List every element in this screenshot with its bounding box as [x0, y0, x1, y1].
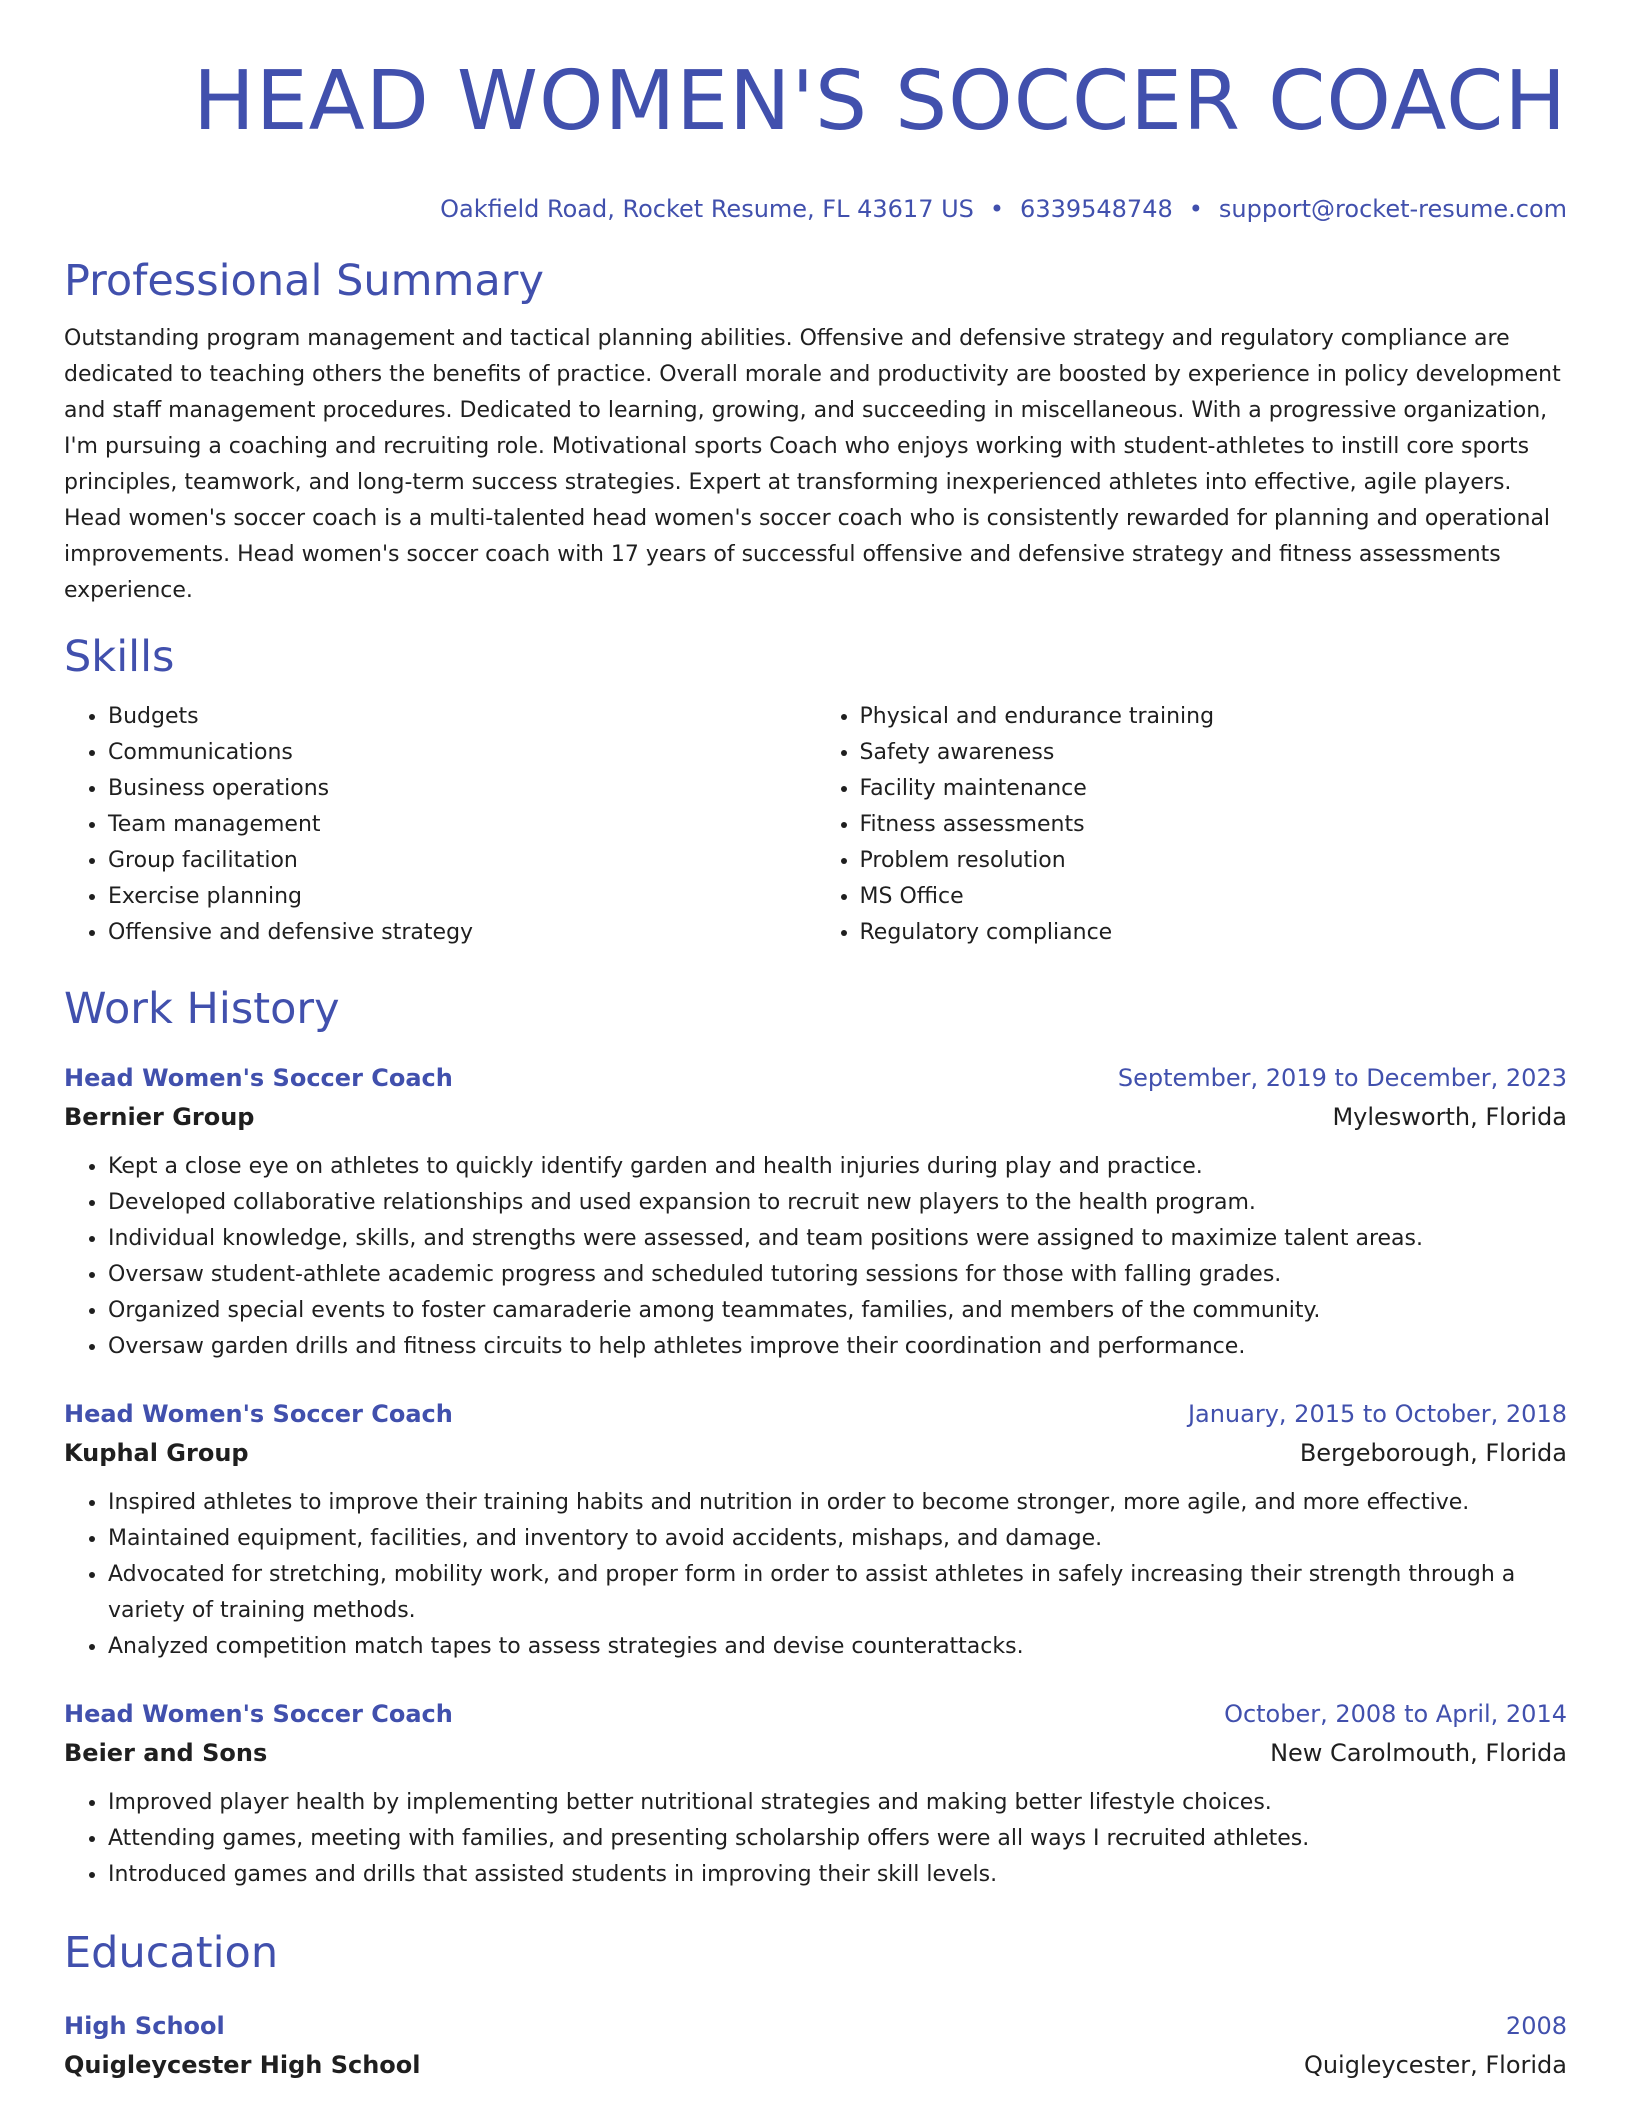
- contact-email: support@rocket-resume.com: [1218, 195, 1567, 223]
- skill-item: • Facility maintenance: [860, 771, 1568, 807]
- job-bullet: • Attending games, meeting with families, and presenting scholarship offers were all ways I recruited athletes.: [108, 1821, 1567, 1857]
- education-entry: [64, 2007, 1567, 2085]
- job-company: Bernier Group: [64, 1103, 255, 1131]
- candidate-title: HEAD WOMEN'S SOCCER COACH: [193, 54, 1567, 149]
- job-location: New Carolmouth, Florida: [1270, 1739, 1567, 1767]
- job-bullet: • Developed collaborative relationships and used expansion to recruit new players to the health program.: [108, 1185, 1567, 1221]
- skill-item: • Fitness assessments: [860, 807, 1568, 843]
- section-title-skills: Skills: [64, 632, 175, 682]
- job-bullet: • Individual knowledge, skills, and strengths were assessed, and team positions were assigned to maximize talent areas.: [108, 1221, 1567, 1257]
- job-bullet: • Oversaw student-athlete academic progress and scheduled tutoring sessions for those with falling grades.: [108, 1257, 1567, 1293]
- contact-address: Oakfield Road, Rocket Resume, FL 43617 US: [440, 195, 974, 223]
- skills-column-left: [64, 699, 816, 951]
- job-title: Head Women's Soccer Coach: [64, 1064, 453, 1092]
- skill-item: • Team management: [108, 807, 816, 843]
- contact-line: [64, 192, 1567, 226]
- job-bullet: • Oversaw garden drills and fitness circuits to help athletes improve their coordination and performance.: [108, 1329, 1567, 1365]
- job-entry: [64, 1695, 1567, 1893]
- job-bullet: • Analyzed competition match tapes to assess strategies and devise counterattacks.: [108, 1629, 1567, 1665]
- skill-item: • Safety awareness: [860, 735, 1568, 771]
- job-title: Head Women's Soccer Coach: [64, 1700, 453, 1728]
- skills-grid: [64, 699, 1567, 951]
- skill-item: • Offensive and defensive strategy: [108, 915, 816, 951]
- job-bullet: • Advocated for stretching, mobility work, and proper form in order to assist athletes in safely increasing their strength through a variety of training methods.: [108, 1557, 1567, 1629]
- job-bullet: • Introduced games and drills that assisted students in improving their skill levels.: [108, 1857, 1567, 1893]
- skill-item: • MS Office: [860, 879, 1568, 915]
- job-bullet: • Maintained equipment, facilities, and inventory to avoid accidents, mishaps, and damage.: [108, 1521, 1567, 1557]
- job-company: Beier and Sons: [64, 1739, 268, 1767]
- skill-item: • Regulatory compliance: [860, 915, 1568, 951]
- job-bullet: • Kept a close eye on athletes to quickly identify garden and health injuries during play and practice.: [108, 1149, 1567, 1185]
- job-entry: [64, 1395, 1567, 1665]
- education-school: Quigleycester High School: [64, 2051, 421, 2079]
- section-title-education: Education: [64, 1928, 279, 1978]
- job-dates: October, 2008 to April, 2014: [1224, 1700, 1567, 1728]
- skill-item: • Exercise planning: [108, 879, 816, 915]
- job-bullets: [64, 1149, 1567, 1365]
- summary-text: Outstanding program management and tactical planning abilities. Offensive and defensive strategy and regulatory compliance are dedicated to teaching others the benefits of practice. Overall morale and productivity are boosted by experience in policy development and staff management procedures. Dedicated to learning, growing, and succeeding in miscellaneous. With a progressive organization, I'm pursuing a coaching and recruiting role. Motivational sports Coach who enjoys working with student-athletes to instill core sports principles, teamwork, and long-term success strategies. Expert at transforming inexperienced athletes into effective, agile players. Head women's soccer coach is a multi-talented head women's soccer coach who is consistently rewarded for planning and operational improvements. Head women's soccer coach with 17 years of successful offensive and defensive strategy and fitness assessments experience.: [64, 326, 1561, 603]
- job-dates: January, 2015 to October, 2018: [1187, 1400, 1567, 1428]
- job-bullet: • Inspired athletes to improve their training habits and nutrition in order to become stronger, more agile, and more effective.: [108, 1485, 1567, 1521]
- job-bullets: [64, 1785, 1567, 1893]
- skill-item: • Problem resolution: [860, 843, 1568, 879]
- education-year: 2008: [1505, 2012, 1567, 2040]
- contact-separator: •: [989, 195, 1005, 223]
- job-company: Kuphal Group: [64, 1439, 249, 1467]
- resume-page: [64, 50, 1567, 2085]
- job-bullet: • Improved player health by implementing better nutritional strategies and making better lifestyle choices.: [108, 1785, 1567, 1821]
- contact-separator: •: [1188, 195, 1203, 223]
- skill-item: • Group facilitation: [108, 843, 816, 879]
- job-bullet: • Organized special events to foster camaraderie among teammates, families, and members of the community.: [108, 1293, 1567, 1329]
- skill-item: • Communications: [108, 735, 816, 771]
- section-title-work-history: Work History: [64, 984, 340, 1034]
- section-title-summary: Professional Summary: [64, 256, 544, 306]
- education-degree: High School: [64, 2012, 225, 2040]
- job-dates: September, 2019 to December, 2023: [1117, 1064, 1567, 1092]
- education-location: Quigleycester, Florida: [1303, 2051, 1567, 2079]
- job-title: Head Women's Soccer Coach: [64, 1400, 453, 1428]
- skill-item: • Physical and endurance training: [860, 699, 1568, 735]
- job-location: Mylesworth, Florida: [1332, 1103, 1567, 1131]
- job-entry: [64, 1059, 1567, 1365]
- skills-column-right: [816, 699, 1568, 951]
- contact-phone: 6339548748: [1020, 195, 1173, 223]
- skill-item: • Business operations: [108, 771, 816, 807]
- job-location: Bergeborough, Florida: [1299, 1439, 1567, 1467]
- job-bullets: [64, 1485, 1567, 1665]
- skill-item: • Budgets: [108, 699, 816, 735]
